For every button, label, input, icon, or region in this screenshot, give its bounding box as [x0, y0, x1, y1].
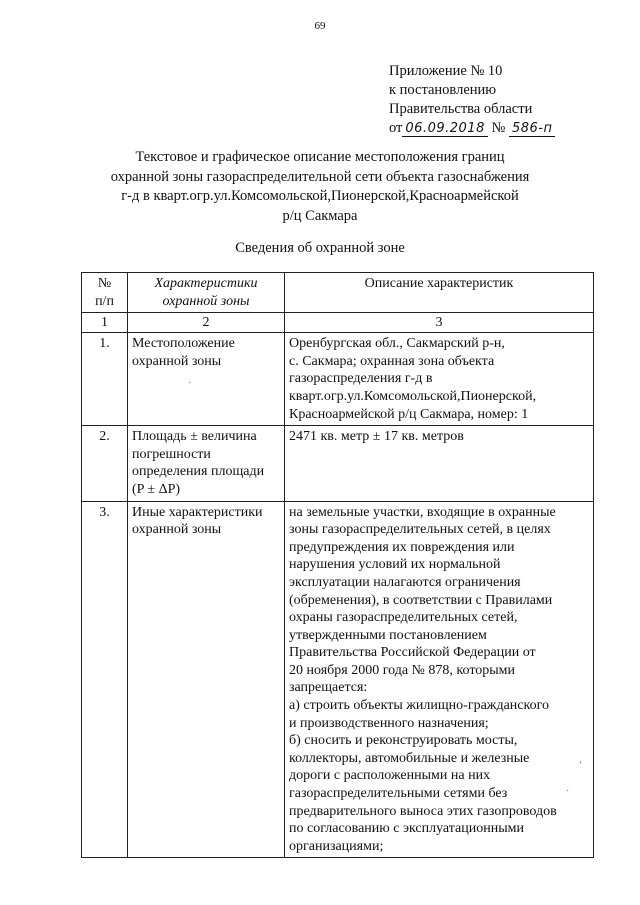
description-line: на земельные участки, входящие в охранные — [289, 504, 556, 520]
header-number-line-1: № — [97, 276, 112, 291]
characteristic-line: определения площади — [132, 464, 265, 480]
section-subtitle: Сведения об охранной зоне — [235, 240, 405, 256]
column-number: 3 — [285, 313, 594, 333]
row-number: 3. — [82, 501, 128, 858]
description-line: кварт.огр.ул.Комсомольской,Пионерской, — [289, 388, 537, 404]
characteristic-line: Иные характеристики — [132, 504, 263, 520]
description-line: зоны газораспределительных сетей, в целях — [289, 522, 551, 538]
table-row — [82, 501, 594, 858]
description-line: охраны газораспределительных сетей, — [289, 610, 518, 626]
document-title — [100, 148, 540, 226]
header-characteristic-cell — [128, 273, 285, 313]
number-label: № — [491, 120, 506, 136]
description-line: Оренбургская обл., Сакмарский р-н, — [289, 336, 505, 352]
page-number: 69 — [314, 20, 326, 32]
table-header-row — [82, 273, 594, 313]
header-number-line-2: п/п — [95, 293, 114, 309]
table-row — [82, 333, 594, 426]
description-line: по согласованию с эксплуатационными — [289, 821, 524, 837]
description-line: с. Сакмара; охранная зона объекта — [289, 353, 495, 369]
scan-speck: ‘ — [579, 760, 583, 771]
description-line: коллекторы, автомобильные и железные — [289, 750, 530, 766]
characteristic-line: (P ± ΔP) — [132, 481, 181, 497]
header-number-cell — [82, 273, 128, 313]
column-number-row — [82, 313, 594, 333]
row-description — [285, 426, 594, 501]
characteristic-line: Местоположение — [132, 336, 235, 352]
header-characteristic-line-2: охранной зоны — [162, 293, 250, 309]
title-line-2: охранной зоны газораспределительной сети объекта газоснабжения — [110, 168, 530, 185]
description-line: нарушения условий их нормальной — [289, 557, 501, 573]
column-number: 1 — [82, 313, 128, 333]
characteristic-line: охранной зоны — [132, 353, 222, 369]
row-characteristic — [128, 333, 285, 426]
description-line: утвержденными постановлением — [289, 627, 487, 643]
row-number: 1. — [82, 333, 128, 426]
description-line: эксплуатации налагаются ограничения — [289, 574, 521, 590]
description-line: запрещается: — [289, 680, 368, 696]
characteristic-line: охранной зоны — [132, 522, 222, 538]
appendix-line-4 — [389, 119, 555, 138]
protection-zone-table — [81, 272, 594, 858]
appendix-line-1: Приложение № 10 — [389, 63, 503, 79]
column-number: 2 — [128, 313, 285, 333]
description-line: и производственного назначения; — [289, 715, 489, 731]
characteristic-line: Площадь ± величина — [132, 429, 257, 445]
description-line: Красноармейской р/ц Сакмара, номер: 1 — [289, 406, 529, 422]
description-line: 2471 кв. метр ± 17 кв. метров — [289, 429, 464, 445]
row-number: 2. — [82, 426, 128, 501]
title-line-4: р/ц Сакмара — [282, 207, 358, 224]
appendix-line-2: к постановлению — [389, 82, 497, 98]
description-line: газораспределения г-д в — [289, 371, 433, 387]
row-description — [285, 501, 594, 858]
description-line: дороги с расположенными на них — [289, 768, 491, 784]
description-line: организациями; — [289, 838, 384, 854]
row-characteristic — [128, 426, 285, 501]
description-line: (обременения), в соответствии с Правилами — [289, 592, 553, 608]
row-description — [285, 333, 594, 426]
description-line: 20 ноября 2000 года № 878, которыми — [289, 662, 516, 678]
appendix-block — [389, 62, 555, 138]
appendix-line-3: Правительства области — [389, 101, 533, 117]
description-line: газораспределительными сетями без — [289, 786, 508, 802]
scan-speck: · — [566, 786, 570, 797]
table-body — [82, 333, 594, 858]
header-characteristic-line-1: Характеристики — [154, 276, 258, 291]
description-line: предупреждения их повреждения или — [289, 539, 515, 555]
handwritten-date: 06.09.2018 — [402, 121, 487, 137]
characteristic-line: погрешности — [132, 446, 211, 462]
description-line: а) строить объекты жилищно-гражданского — [289, 698, 549, 714]
date-prefix: от — [389, 120, 403, 136]
description-line: б) сносить и реконструировать мосты, — [289, 733, 518, 749]
scan-speck: · — [188, 378, 192, 389]
description-line: предварительного выноса этих газопроводов — [289, 803, 557, 819]
table-row — [82, 426, 594, 501]
handwritten-number: 586-п — [509, 121, 556, 137]
row-characteristic — [128, 501, 285, 858]
description-line: Правительства Российской Федерации от — [289, 645, 536, 661]
header-description-cell: Описание характеристик — [285, 273, 594, 313]
title-line-1: Текстовое и графическое описание местоположения границ — [135, 149, 505, 165]
title-line-3: г-д в кварт.огр.ул.Комсомольской,Пионерской,Красноармейской — [121, 188, 519, 204]
